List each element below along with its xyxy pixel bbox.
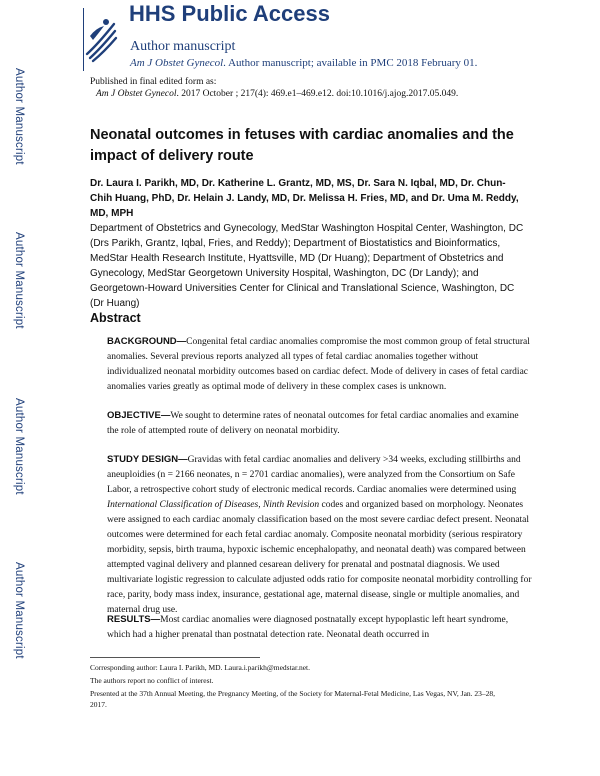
citation-journal: Am J Obstet Gynecol: [96, 89, 177, 99]
availability-text: . Author manuscript; available in PMC 2018 February 01.: [223, 57, 478, 69]
footnote-corresponding: Corresponding author: Laura I. Parikh, MD. Laura.i.parikh@medstar.net.: [90, 663, 310, 672]
hhs-eagle-logo-icon: [84, 14, 118, 64]
abstract-objective: [107, 408, 532, 439]
objective-text: We sought to determine rates of neonatal outcomes for fetal cardiac anomalies and examine the role of attempted route of delivery on neonatal morbidity.: [107, 411, 519, 436]
published-label: Published in final edited form as:: [90, 77, 217, 87]
abstract-background: [107, 334, 532, 395]
author-manuscript-subtitle: Author manuscript: [130, 39, 236, 54]
objective-label: OBJECTIVE—: [107, 410, 171, 421]
results-label: RESULTS—: [107, 614, 161, 625]
design-icd-title: International Classification of Diseases, Ninth Revision: [107, 500, 320, 510]
sidebar-author-manuscript-3: Author Manuscript: [13, 398, 25, 495]
background-label: BACKGROUND—: [107, 336, 187, 347]
background-text: Congenital fetal cardiac anomalies compromise the most common group of fetal structural anomalies. Several previous reports analyzed all types of fetal cardiac anomalies together without individualized neonatal morbidity outcomes based on cardiac defect. Mode of delivery in cases of fetal cardiac anomalies varies greatly as optimal mode of delivery in these complex cases is unknown.: [107, 337, 530, 392]
citation-details: . 2017 October ; 217(4): 469.e1–469.e12. doi:10.1016/j.ajog.2017.05.049.: [176, 89, 459, 99]
abstract-study-design: [107, 452, 532, 618]
sidebar-author-manuscript-1: Author Manuscript: [13, 68, 25, 165]
design-text-1: Gravidas with fetal cardiac anomalies and delivery >34 weeks, excluding stillbirths and aneuploidies (n = 2166 neonates, n = 2701 cardiac anomalies), were analyzed from the Consortium on Safe Labor, a retrospective cohort study of electronic medical records. Cardiac anomalies were determined using: [107, 455, 521, 495]
design-label: STUDY DESIGN—: [107, 454, 188, 465]
results-text: Most cardiac anomalies were diagnosed postnatally except hypoplastic left heart syndrome, which had a higher prenatal than postnatal detection rate. Neonatal death occurred in: [107, 615, 509, 640]
abstract-heading: Abstract: [90, 311, 141, 325]
availability-line: [130, 57, 477, 69]
affiliations: Department of Obstetrics and Gynecology, MedStar Washington Hospital Center, Washington, DC (Drs Parikh, Grantz, Iqbal, Fries, and Reddy); Department of Biostatistics and Bioinformatics, MedStar Health Research Institute, Hyattsville, MD (Dr Huang); Department of Obstetrics and Gynecology, MedStar Georgetown University Hospital, Washington, DC (Dr Landy); and Georgetown-Howard Universities Center for Clinical and Translational Science, Washington, DC (Dr Huang): [90, 223, 524, 309]
sidebar-author-manuscript-2: Author Manuscript: [13, 232, 25, 329]
footnote-conflict: The authors report no conflict of interest.: [90, 676, 214, 685]
abstract-results: [107, 612, 532, 643]
design-text-2: codes and organized based on morphology. Neonates were assigned to each cardiac anomaly classification based on the most severe cardiac defect present. Neonatal outcomes were determined for each fetal cardiac anomaly. Composite neonatal morbidity (serious respiratory morbidity, sepsis, birth trauma, hypoxic ischemic encephalopathy, and neonatal death) was compared between attempted vaginal delivery and planned cesarean delivery for prenatal and postnatal diagnosis. We used multivariate logistic regression to calculate adjusted odds ratio for composite neonatal morbidity controlling for race, parity, body mass index, insurance, gestational age, maternal disease, single or multiple anomalies, and maternal drug use.: [107, 500, 532, 615]
footnote-divider: [90, 657, 260, 658]
sidebar-author-manuscript-4: Author Manuscript: [13, 562, 25, 659]
citation-line: [96, 89, 458, 99]
article-title: Neonatal outcomes in fetuses with cardiac anomalies and the impact of delivery route: [90, 127, 514, 164]
footnote-presented: Presented at the 37th Annual Meeting, the Pregnancy Meeting, of the Society for Maternal-Fetal Medicine, Las Vegas, NV, Jan. 23–28, 2017.: [90, 689, 496, 709]
author-list: Dr. Laura I. Parikh, MD, Dr. Katherine L. Grantz, MD, MS, Dr. Sara N. Iqbal, MD, Dr. Chun-Chih Huang, PhD, Dr. Helain J. Landy, MD, Dr. Melissa H. Fries, MD, and Dr. Uma M. Reddy, MD, MPH: [90, 178, 519, 219]
journal-name: Am J Obstet Gynecol: [130, 57, 224, 69]
hhs-public-access-title: HHS Public Access: [129, 1, 330, 26]
